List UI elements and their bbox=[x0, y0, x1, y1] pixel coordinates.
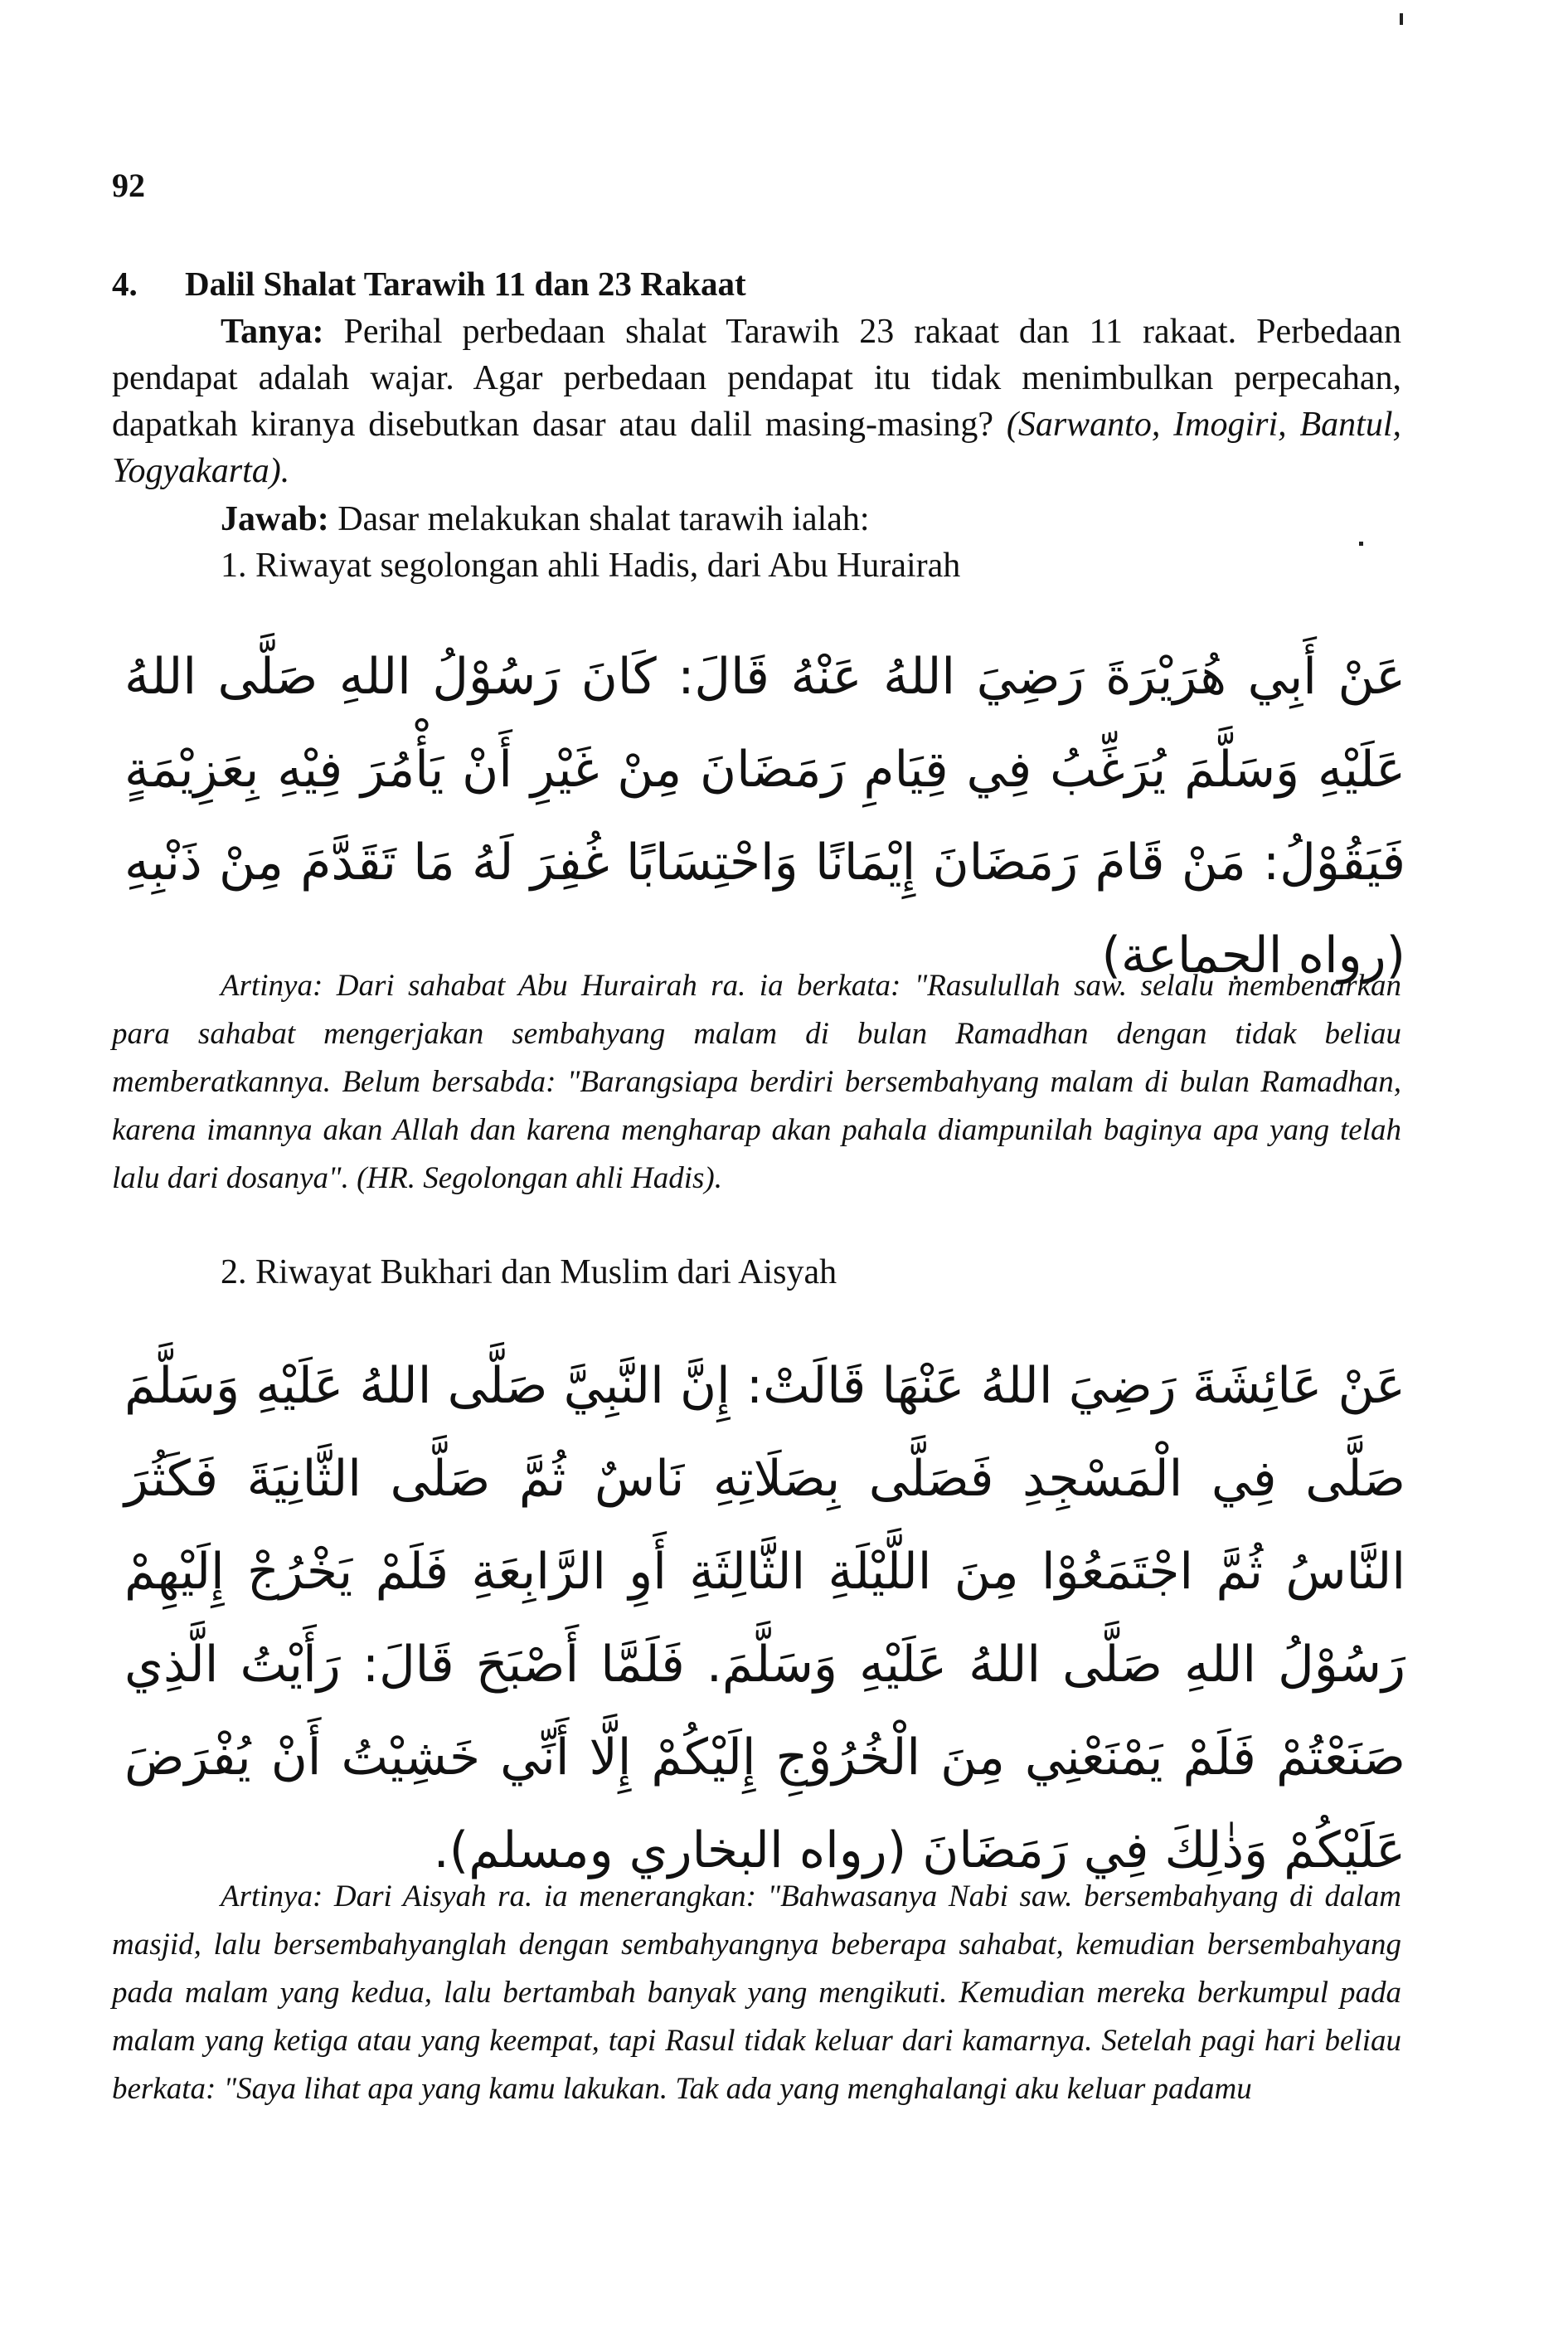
question-paragraph bbox=[112, 309, 1401, 494]
answer-text: Dasar melakukan shalat tarawih ialah: bbox=[337, 500, 870, 538]
narration-2-translation: Artinya: Dari Aisyah ra. ia menerangkan: "Bahwasanya Nabi saw. bersembahyang di dalam masjid, lalu bersembahyanglah dengan sembahyangnya beberapa sahabat, kemudian bersembahyang pada malam yang kedua, lalu bertambah banyak yang mengikuti. Kemudian mereka berkumpul pada malam yang ketiga atau yang keempat, tapi Rasul tidak keluar dari kamarnya. Setelah pagi hari beliau berkata: "Saya lihat apa yang kamu lakukan. Tak ada yang menghalangi aku keluar padamu bbox=[112, 1879, 1401, 2106]
narration-1-translation: Artinya: Dari sahabat Abu Hurairah ra. ia berkata: "Rasulullah saw. selalu membenarkan para sahabat mengerjakan sembahyang malam di bulan Ramadhan dengan tidak beliau memberatkannya. Belum bersabda: "Barangsiapa berdiri bersembahyang malam di bulan Ramadhan, karena imannya akan Allah dan karena mengharap akan pahala diampunilah baginya apa yang telah lalu dari dosanya". (HR. Segolongan ahli Hadis). bbox=[112, 969, 1401, 1195]
page-number: 92 bbox=[112, 167, 145, 204]
scan-speck bbox=[1400, 13, 1403, 25]
question-source: (Sarwanto, Imogiri, Bantul, Yogyakarta). bbox=[112, 406, 1401, 490]
narration-1-heading: 1. Riwayat segolongan ahli Hadis, dari Abu Hurairah bbox=[221, 547, 961, 585]
answer-paragraph bbox=[112, 496, 1401, 542]
narration-2-arabic: عَنْ عَائِشَةَ رَضِيَ اللهُ عَنْهَا قَالَتْ: إِنَّ النَّبِيَّ صَلَّى اللهُ عَلَيْهِ وَسَلَّمَ صَلَّى فِي الْمَسْجِدِ فَصَلَّى بِصَلَاتِهِ نَاسٌ ثُمَّ صَلَّى الثَّانِيَةَ فَكَثُرَ النَّاسُ ثُمَّ اجْتَمَعُوْا مِنَ اللَّيْلَةِ الثَّالِثَةِ أَوِ الرَّابِعَةِ فَلَمْ يَخْرُجْ إِلَيْهِمْ رَسُوْلُ اللهِ صَلَّى اللهُ عَلَيْهِ وَسَلَّمَ. فَلَمَّا أَصْبَحَ قَالَ: رَأَيْتُ الَّذِي صَنَعْتُمْ فَلَمْ يَمْنَعْنِي مِنَ الْخُرُوْجِ إِلَيْكُمْ إِلَّا أَنِّي خَشِيْتُ أَنْ يُفْرَضَ عَلَيْكُمْ وَذٰلِكَ فِي رَمَضَانَ (رواه البخاري ومسلم). bbox=[124, 1357, 1405, 1879]
question-text: Perihal perbedaan shalat Tarawih 23 rakaat dan 11 rakaat. Perbedaan pendapat adalah wajar. Agar perbedaan pendapat itu tidak menimbulkan perpecahan, dapatkah kiranya disebutkan dasar atau dalil masing-masing? bbox=[112, 313, 1402, 444]
narration-1-arabic: عَنْ أَبِي هُرَيْرَةَ رَضِيَ اللهُ عَنْهُ قَالَ: كَانَ رَسُوْلُ اللهِ صَلَّى اللهُ عَلَيْهِ وَسَلَّمَ يُرَغِّبُ فِي قِيَامِ رَمَضَانَ مِنْ غَيْرِ أَنْ يَأْمُرَ فِيْهِ بِعَزِيْمَةٍ فَيَقُوْلُ: مَنْ قَامَ رَمَضَانَ إِيْمَانًا وَاحْتِسَابًا غُفِرَ لَهُ مَا تَقَدَّمَ مِنْ ذَنْبِهِ (رواه الجماعة) bbox=[124, 648, 1405, 985]
section-heading bbox=[112, 264, 746, 304]
answer-label: Jawab: bbox=[221, 500, 329, 538]
section-title: Dalil Shalat Tarawih 11 dan 23 Rakaat bbox=[185, 265, 746, 303]
section-number: 4. bbox=[112, 265, 138, 303]
narration-2-heading: 2. Riwayat Bukhari dan Muslim dari Aisyah bbox=[221, 1253, 837, 1291]
question-label: Tanya: bbox=[221, 313, 324, 351]
